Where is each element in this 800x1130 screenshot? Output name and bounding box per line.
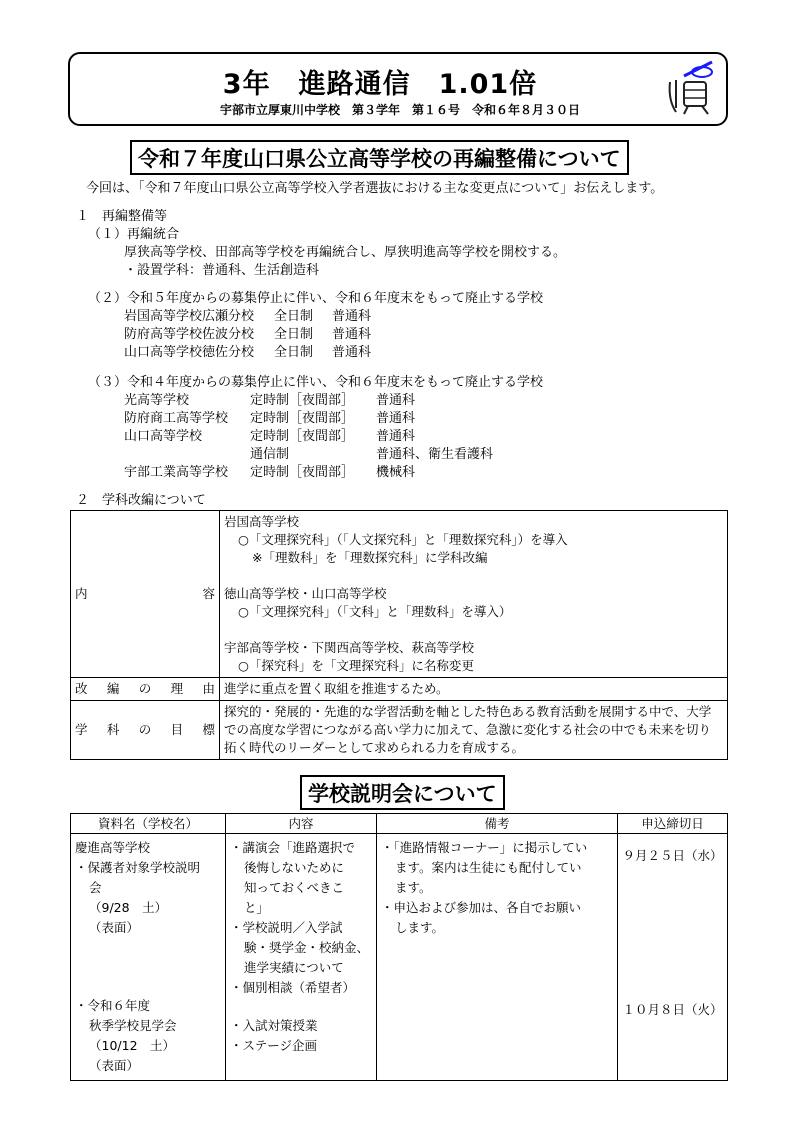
school-row: 山口高等学校徳佐分校 全日制 普通科 <box>124 345 372 360</box>
reason-label: 改編の理由 <box>71 678 220 701</box>
newsletter-title: 3年 進路通信 1.01倍 <box>222 69 538 100</box>
school-row: 山口高等学校 定時制［夜間部］ 普通科 <box>124 429 416 444</box>
table-row <box>71 834 728 1081</box>
goal-label: 学科の目標 <box>71 701 220 760</box>
deadline-1: ９月２５日（水） <box>622 848 723 863</box>
item2-heading: （２）令和５年度からの募集停止に伴い、令和６年度末をもって廃止する学校 <box>88 291 544 306</box>
section2-heading: ２ 学科改編について <box>76 493 206 508</box>
department-reform-table <box>70 510 728 760</box>
intro-text: 今回は、「令和７年度山口県公立高等学校入学者選抜における主な変更点について」お伝えします。 <box>86 181 664 196</box>
batter-mascot-icon <box>662 60 718 116</box>
school-sessions-title: 学校説明会について <box>300 775 505 810</box>
table-row <box>71 511 728 678</box>
item1-departments: ・設置学科：普通科、生活創造科 <box>124 263 320 278</box>
header-deadline: 申込締切日 <box>618 814 728 834</box>
content-cell: 岩国高等学校 ○「文理探究科」（「人文探究科」と「理数探究科」）を導入 ※「理数科」を「理数探究科」に学科改編 徳山高等学校・山口高等学校 ○「文理探究科」（「文科」と「理数科」を導入） 宇部高等学校・下関西高等学校、萩高等学校 ○「探究科」を「文理探究科」に名称変更 <box>220 511 728 678</box>
school-row: 光高等学校 定時制［夜間部］ 普通科 <box>124 393 416 408</box>
deadline-2: １０月８日（火） <box>622 1002 723 1017</box>
table-row <box>71 678 728 701</box>
item1-description: 厚狭高等学校、田部高等学校を再編統合し、厚狭明進高等学校を開校する。 <box>124 245 567 260</box>
content-cell: ・講演会「進路選択で 後悔しないために 知っておくべきこ と」 ・学校説明／入学試 験・奨学金・校納金、 進学実績について ・個別相談（希望者） ・入試対策授業 ・ステージ企画 <box>226 834 377 1081</box>
school-row: 防府商工高等学校 定時制［夜間部］ 普通科 <box>124 411 416 426</box>
header-remarks: 備考 <box>377 814 618 834</box>
school-row: 通信制 普通科、衛生看護科 <box>250 447 494 462</box>
material-cell: 慶進高等学校 ・保護者対象学校説明 会 （9/28 土） （表面） ・令和６年度 秋季学校見学会 （10/12 土） （表面） <box>71 834 226 1081</box>
newsletter-issue-info: 宇部市立厚東川中学校 第３学年 第１６号 令和６年８月３０日 <box>220 103 581 117</box>
item3-school-list <box>124 392 493 482</box>
table-header-row <box>71 814 728 834</box>
reorganization-section-title: 令和７年度山口県公立高等学校の再編整備について <box>130 140 629 175</box>
header-content: 内容 <box>226 814 377 834</box>
header-material-name: 資料名（学校名） <box>71 814 226 834</box>
item2-school-list <box>124 308 371 362</box>
deadline-cell <box>618 834 728 1081</box>
item1-heading: （１）再編統合 <box>88 227 180 242</box>
school-sessions-table <box>70 813 728 1081</box>
section1-heading: １ 再編整備等 <box>76 209 168 224</box>
table-row <box>71 701 728 760</box>
goal-cell: 探究的・発展的・先進的な学習活動を軸とした特色ある教育活動を展開する中で、大学での高度な学習につながる高い学力に加えて、急激に変化する社会の中でも未来を切り拓く時代のリーダーとして求められる力を育成する。 <box>220 701 728 760</box>
newsletter-header <box>68 52 728 126</box>
school-row: 岩国高等学校広瀬分校 全日制 普通科 <box>124 309 372 324</box>
item3-heading: （３）令和４年度からの募集停止に伴い、令和６年度末をもって廃止する学校 <box>88 375 544 390</box>
school-row: 防府高等学校佐波分校 全日制 普通科 <box>124 327 372 342</box>
remarks-cell: ・「進路情報コーナー」に掲示してい ます。案内は生徒にも配付してい ます。 ・申込および参加は、各自でお願い します。 <box>377 834 618 1081</box>
content-label: 内容 <box>71 511 220 678</box>
reason-cell: 進学に重点を置く取組を推進するため。 <box>220 678 728 701</box>
school-row: 宇部工業高等学校 定時制［夜間部］ 機械科 <box>124 465 416 480</box>
